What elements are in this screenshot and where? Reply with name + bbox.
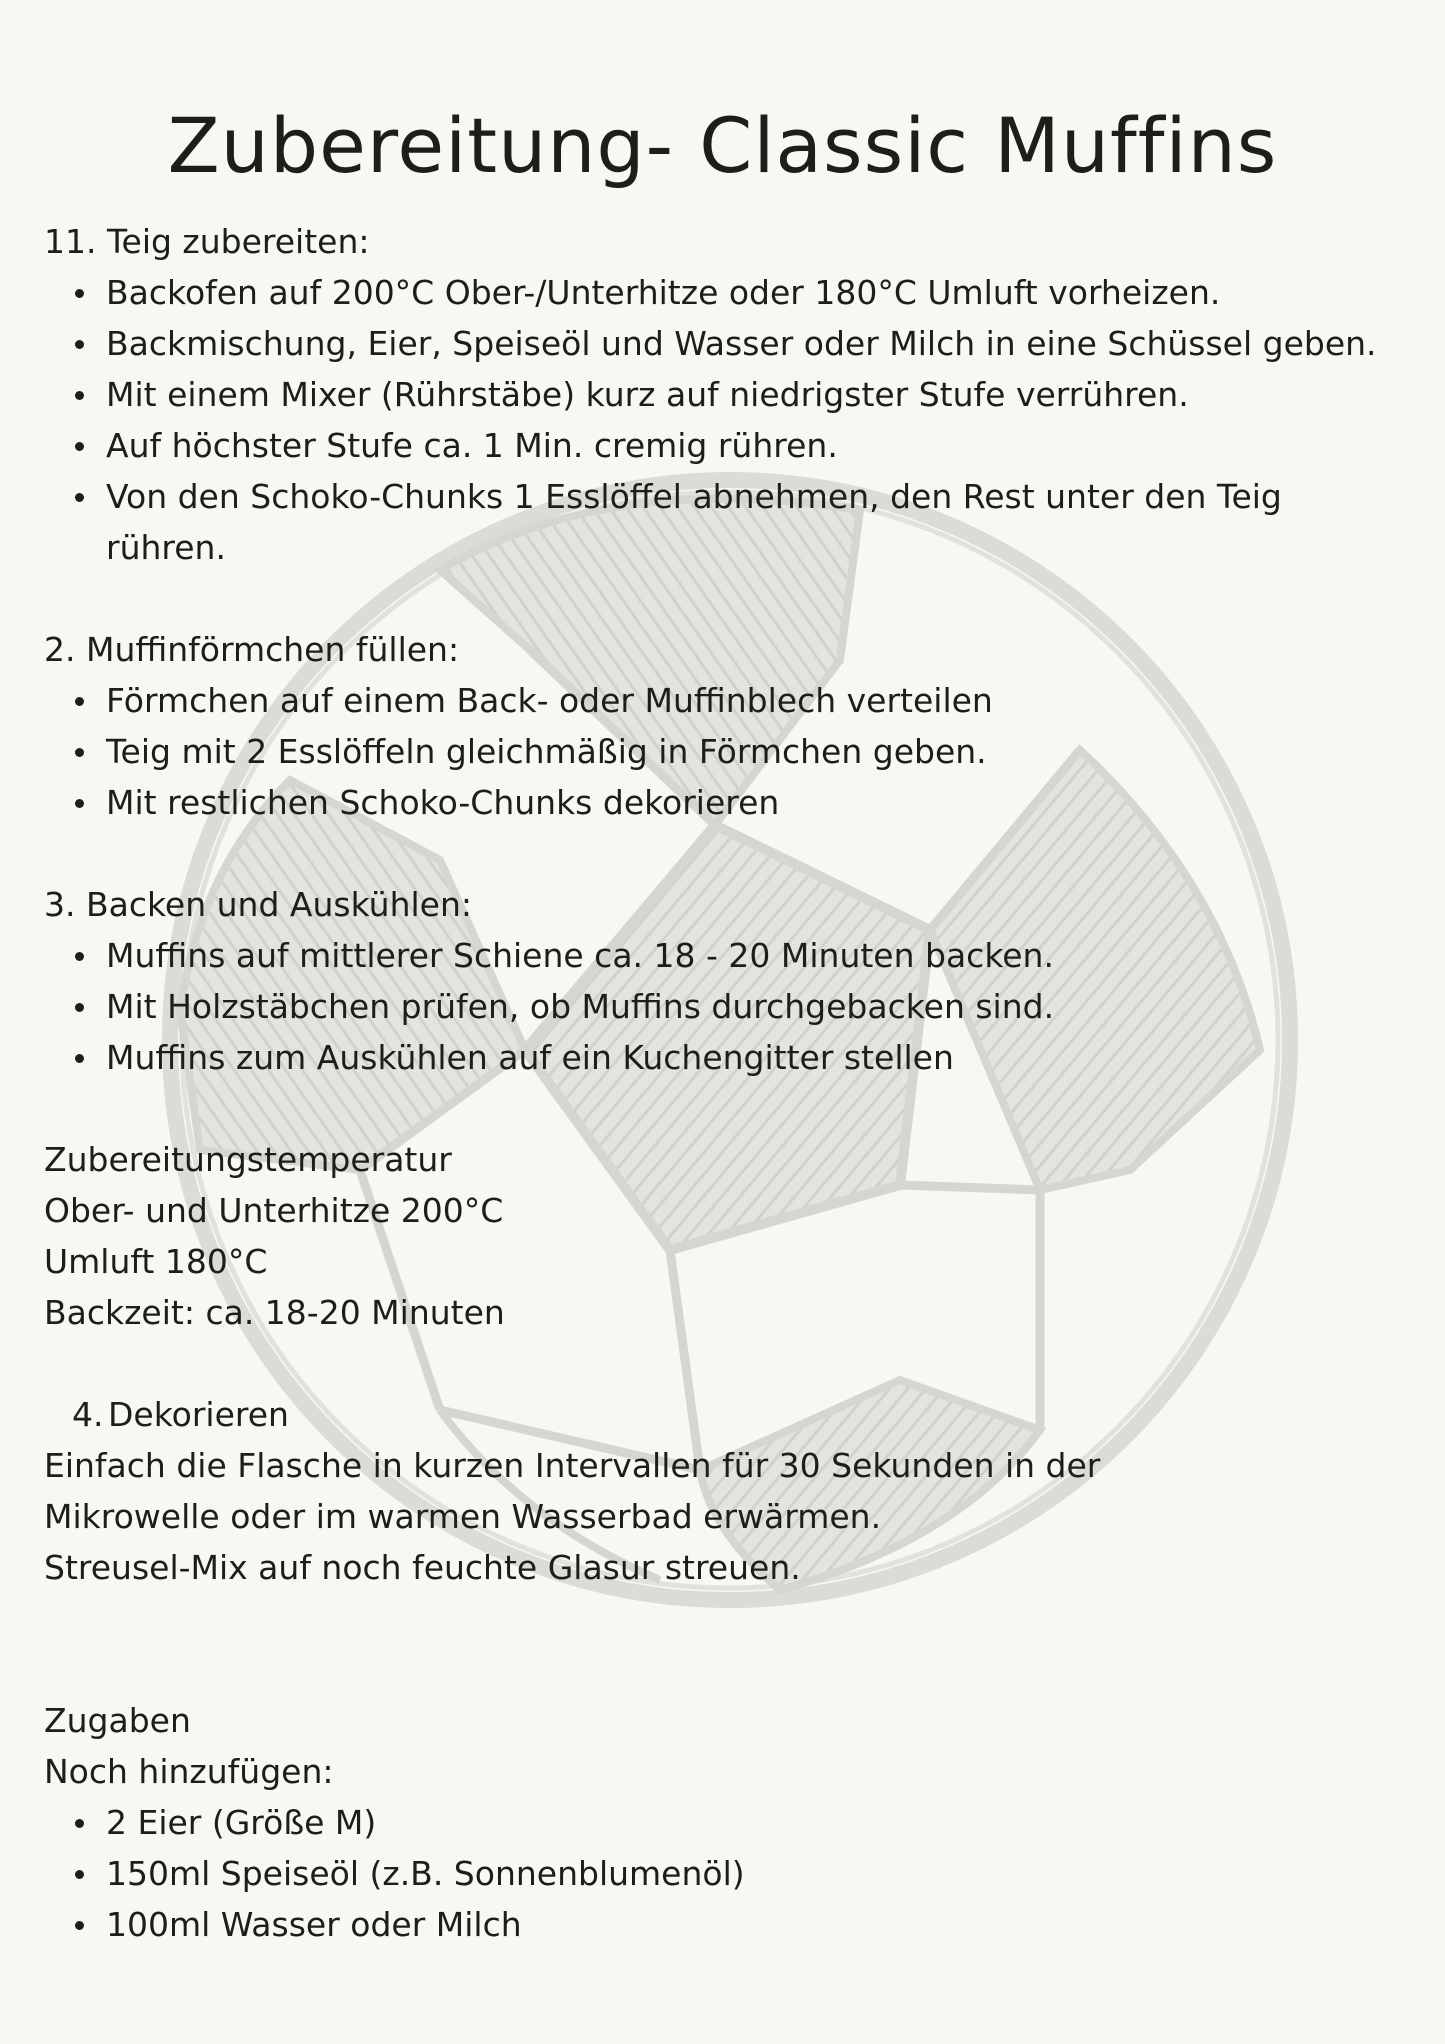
extras-subheading: Noch hinzufügen: bbox=[44, 1752, 334, 1791]
list-item: Muffins zum Auskühlen auf ein Kuchengitter stellen bbox=[44, 1032, 1424, 1083]
decorating-line: Mikrowelle oder im warmen Wasserbad erwärmen. bbox=[44, 1497, 882, 1536]
list-item: Förmchen auf einem Back- oder Muffinblech verteilen bbox=[44, 675, 1424, 726]
section-heading-backen: 3. Backen und Auskühlen: bbox=[44, 885, 473, 924]
decorating-line: Streusel-Mix auf noch feuchte Glasur streuen. bbox=[44, 1548, 801, 1587]
section-number: 4. bbox=[72, 1395, 104, 1434]
list-item: 150ml Speiseöl (z.B. Sonnenblumenöl) bbox=[44, 1848, 1424, 1899]
section1-list bbox=[44, 267, 1424, 573]
page-title: Zubereitung- Classic Muffins bbox=[167, 101, 1278, 190]
extras-list bbox=[44, 1797, 1424, 1950]
temperature-line: Ober- und Unterhitze 200°C bbox=[44, 1191, 504, 1230]
section-heading-foermchen: 2. Muffinförmchen füllen: bbox=[44, 630, 460, 669]
section-heading-dekorieren bbox=[44, 1389, 1424, 1440]
extras-heading: Zugaben bbox=[44, 1701, 191, 1740]
section3-list bbox=[44, 930, 1424, 1083]
list-item: Teig mit 2 Esslöffeln gleichmäßig in Förmchen geben. bbox=[44, 726, 1424, 777]
temperature-line: Umluft 180°C bbox=[44, 1242, 268, 1281]
decorating-line: Einfach die Flasche in kurzen Intervallen für 30 Sekunden in der bbox=[44, 1446, 1101, 1485]
recipe-body bbox=[44, 216, 1424, 1950]
list-item: Von den Schoko-Chunks 1 Esslöffel abnehmen, den Rest unter den Teig rühren. bbox=[44, 471, 1366, 573]
list-item: Mit restlichen Schoko-Chunks dekorieren bbox=[44, 777, 1424, 828]
list-item: Backofen auf 200°C Ober-/Unterhitze oder 180°C Umluft vorheizen. bbox=[44, 267, 1424, 318]
section2-list bbox=[44, 675, 1424, 828]
list-item: Muffins auf mittlerer Schiene ca. 18 - 20 Minuten backen. bbox=[44, 930, 1424, 981]
list-item: Backmischung, Eier, Speiseöl und Wasser oder Milch in eine Schüssel geben. bbox=[44, 318, 1406, 369]
list-item: Mit Holzstäbchen prüfen, ob Muffins durchgebacken sind. bbox=[44, 981, 1424, 1032]
temperature-heading: Zubereitungstemperatur bbox=[44, 1140, 452, 1179]
list-item: 2 Eier (Größe M) bbox=[44, 1797, 1424, 1848]
section-heading-text: Dekorieren bbox=[108, 1395, 289, 1434]
list-item: 100ml Wasser oder Milch bbox=[44, 1899, 1424, 1950]
baking-time-line: Backzeit: ca. 18-20 Minuten bbox=[44, 1293, 505, 1332]
list-item: Mit einem Mixer (Rührstäbe) kurz auf niedrigster Stufe verrühren. bbox=[44, 369, 1424, 420]
list-item: Auf höchster Stufe ca. 1 Min. cremig rühren. bbox=[44, 420, 1424, 471]
section-heading-teig: 11. Teig zubereiten: bbox=[44, 222, 370, 261]
